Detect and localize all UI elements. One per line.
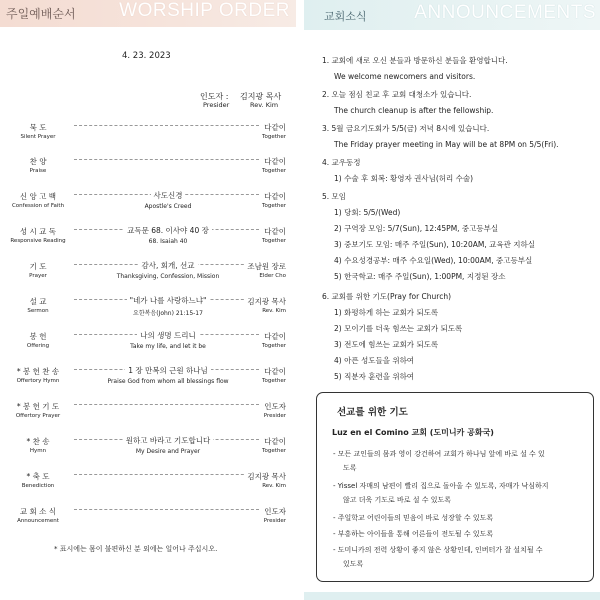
order-item bbox=[0, 122, 296, 152]
order-item-en: Praise bbox=[29, 168, 47, 174]
order-item-who-ko: 조남원 장로 bbox=[247, 262, 286, 271]
dotted-leader bbox=[74, 404, 259, 405]
mission-prayer-item: - Yissel 자매의 남편이 빨리 집으로 돌아올 수 있도록, 자매가 낙심하지 bbox=[333, 482, 549, 490]
order-item-ko: 신 앙 고 백 bbox=[19, 192, 57, 201]
order-item-who-ko: 인도자 bbox=[264, 507, 286, 516]
announcement-line: 2. 오늘 점심 친교 후 교회 대청소가 있습니다. bbox=[322, 90, 472, 99]
announcement-line: 6. 교회를 위한 기도(Pray for Church) bbox=[322, 292, 452, 301]
announcement-line: 4. 교우동정 bbox=[322, 158, 361, 167]
order-item-who-en: Together bbox=[262, 168, 286, 174]
announcement-line: 1) 화평하게 하는 교회가 되도록 bbox=[334, 308, 439, 317]
order-item-en: Sermon bbox=[27, 308, 49, 314]
order-item-content-ko: 나의 생명 드리니 bbox=[137, 331, 198, 340]
order-item-content-en: 요한복음(John) 21:15-17 bbox=[133, 310, 203, 317]
announcement-line: 3) 중보기도 모임: 매주 주일(Sun), 10:20AM, 교육관 지하실 bbox=[334, 240, 535, 249]
order-item-en: Prayer bbox=[29, 273, 47, 279]
order-item-who-ko: 다같이 bbox=[264, 437, 286, 446]
announcement-line: 1) 당회: 5/5/(Wed) bbox=[334, 208, 401, 217]
announcements-header bbox=[304, 0, 600, 30]
order-item-who-en: Rev. Kim bbox=[262, 483, 286, 489]
order-item-ko: 설 교 bbox=[29, 297, 47, 306]
dotted-leader bbox=[74, 159, 259, 160]
announcement-line: 1. 교회에 새로 오신 분들과 방문하신 분들을 환영합니다. bbox=[322, 56, 508, 65]
order-item-who-ko: 김지광 목사 bbox=[247, 472, 286, 481]
announcement-line: 3) 전도에 힘쓰는 교회가 되도록 bbox=[334, 340, 439, 349]
order-item-ko: 교 회 소 식 bbox=[19, 507, 57, 516]
order-item-who-en: Together bbox=[262, 134, 286, 140]
order-item-en: Confession of Faith bbox=[11, 203, 65, 209]
order-item bbox=[0, 331, 296, 361]
mission-prayer-item: - 주일학교 어린이들의 믿음이 바로 성장할 수 있도록 bbox=[333, 514, 494, 522]
order-item-content-ko: "네가 나를 사랑하느냐" bbox=[127, 296, 210, 305]
announcement-line: 1) 수술 후 회복: 황영자 권사님(허리 수술) bbox=[334, 174, 474, 183]
order-item bbox=[0, 436, 296, 466]
leader-name-en: Rev. Kim bbox=[250, 101, 279, 109]
order-item-content-ko: 1 장 만복의 근원 하나님 bbox=[125, 366, 211, 375]
order-item-en: Hymn bbox=[29, 448, 47, 454]
announcement-line: 4) 아픈 성도들을 위하여 bbox=[334, 356, 415, 365]
order-item-who-en: Together bbox=[262, 238, 286, 244]
order-item bbox=[0, 401, 296, 431]
order-item-who-ko: 다같이 bbox=[264, 123, 286, 132]
standing-footnote: * 표시에는 몸이 불편하신 분 외에는 일어나 주십시오. bbox=[54, 545, 218, 553]
announcement-line: We welcome newcomers and visitors. bbox=[334, 72, 476, 81]
order-item-en: Offertory Hymn bbox=[16, 378, 60, 384]
order-item-who-ko: 인도자 bbox=[264, 402, 286, 411]
order-item-who-en: Presider bbox=[263, 518, 286, 524]
order-item-en: Silent Prayer bbox=[20, 134, 56, 140]
announcements-page bbox=[304, 0, 600, 600]
order-item-who-ko: 다같이 bbox=[264, 367, 286, 376]
announcement-line: 3. 5월 금요기도회가 5/5(금) 저녁 8시에 있습니다. bbox=[322, 124, 490, 133]
order-item-who-en: Presider bbox=[263, 413, 286, 419]
order-item-content-ko: 교독문 68. 이사야 40 장 bbox=[124, 226, 212, 235]
order-item-content-en: Thanksgiving, Confession, Mission bbox=[116, 273, 220, 280]
order-item-ko: 찬 양 bbox=[29, 157, 47, 166]
order-item-content-en: My Desire and Prayer bbox=[135, 448, 201, 455]
order-item-who-en: Rev. Kim bbox=[262, 308, 286, 314]
announcements-title-en: ANNOUNCEMENTS bbox=[414, 2, 596, 23]
order-item-en: Benediction bbox=[21, 483, 55, 489]
mission-prayer-item: - 부흥하는 아이들을 통해 어른들이 전도될 수 있도록 bbox=[333, 530, 494, 538]
mission-prayer-title: 선교를 위한 기도 bbox=[337, 407, 408, 418]
order-item-who-ko: 다같이 bbox=[264, 227, 286, 236]
announcement-line: 5) 한국학교: 매주 주일(Sun), 1:00PM, 지정된 장소 bbox=[334, 272, 506, 281]
order-item bbox=[0, 156, 296, 186]
order-item-ko: * 찬 송 bbox=[26, 437, 50, 446]
order-item-content-ko: 원하고 바라고 기도합니다 bbox=[123, 436, 213, 445]
order-item-ko: * 봉 헌 기 도 bbox=[16, 402, 60, 411]
mission-prayer-box bbox=[316, 392, 594, 582]
dotted-leader bbox=[74, 474, 259, 475]
order-item-en: Announcement bbox=[17, 518, 59, 524]
order-item-content-en: 68. Isaiah 40 bbox=[148, 238, 188, 245]
order-item-who-ko: 다같이 bbox=[264, 192, 286, 201]
dotted-leader bbox=[74, 125, 259, 126]
order-item-ko: * 축 도 bbox=[26, 472, 50, 481]
order-item-ko: 봉 헌 bbox=[29, 332, 47, 341]
order-item-en: Offertory Prayer bbox=[15, 413, 61, 419]
order-item-who-ko: 다같이 bbox=[264, 332, 286, 341]
order-item bbox=[0, 506, 296, 536]
order-item-content-ko: 사도신경 bbox=[151, 191, 186, 200]
announcement-line: 2) 구역장 모임: 5/7(Sun), 12:45PM, 중고등부실 bbox=[334, 224, 499, 233]
announcement-line: 4) 수요성경공부: 매주 수요일(Wed), 10:00AM, 중고등부실 bbox=[334, 256, 533, 265]
leader-label-ko: 인도자 : bbox=[200, 92, 229, 101]
order-item-who-ko: 다같이 bbox=[264, 157, 286, 166]
announcement-line: 2) 모이기를 더욱 힘쓰는 교회가 되도록 bbox=[334, 324, 463, 333]
leader-label-en: Presider bbox=[203, 101, 230, 109]
mission-prayer-item: 있도록 bbox=[343, 560, 364, 568]
order-item-who-en: Together bbox=[262, 203, 286, 209]
order-item-ko: * 봉 헌 찬 송 bbox=[16, 367, 60, 376]
announcement-line: The Friday prayer meeting in May will be at 8PM on 5/5(Fri). bbox=[334, 140, 559, 149]
mission-prayer-item: - 모든 교인들의 몸과 영이 강건하여 교회가 하나님 앞에 바로 설 수 있 bbox=[333, 450, 545, 458]
worship-order-title-en: WORSHIP ORDER bbox=[119, 0, 290, 21]
order-item bbox=[0, 191, 296, 221]
worship-order-title-ko: 주일예배순서 bbox=[6, 7, 76, 21]
order-item-content-en: Apostle's Creed bbox=[144, 203, 192, 210]
order-item-who-en: Together bbox=[262, 448, 286, 454]
order-item-ko: 기 도 bbox=[29, 262, 47, 271]
mission-prayer-item: 않고 더욱 기도로 바로 설 수 있도록 bbox=[343, 496, 452, 504]
announcement-line: 5. 모임 bbox=[322, 192, 347, 201]
order-item bbox=[0, 296, 296, 326]
mission-prayer-item: 도록 bbox=[343, 464, 357, 472]
leader-name-ko: 김지광 목사 bbox=[240, 92, 282, 101]
order-item-ko: 묵 도 bbox=[29, 123, 47, 132]
page-bottom-band bbox=[304, 592, 600, 600]
service-date: 4. 23. 2023 bbox=[122, 51, 171, 61]
order-item-content-ko: 감사, 회개, 선교 bbox=[138, 261, 197, 270]
order-item-who-en: Together bbox=[262, 378, 286, 384]
order-item-who-en: Elder Cho bbox=[259, 273, 286, 279]
order-item-who-ko: 김지광 목사 bbox=[247, 297, 286, 306]
mission-prayer-item: - 도미니카의 전력 상황이 좋지 않은 상황인데, 인버터가 잘 설치될 수 bbox=[333, 546, 543, 554]
announcement-line: 5) 직분자 훈련을 위하여 bbox=[334, 372, 415, 381]
order-item-content-en: Take my life, and let it be bbox=[130, 343, 206, 350]
order-item bbox=[0, 226, 296, 256]
dotted-leader bbox=[74, 509, 259, 510]
announcements-title-ko: 교회소식 bbox=[324, 10, 367, 23]
order-item bbox=[0, 366, 296, 396]
announcement-line: The church cleanup is after the fellowship. bbox=[334, 106, 494, 115]
order-item-en: Responsive Reading bbox=[10, 238, 66, 244]
order-item bbox=[0, 261, 296, 291]
worship-order-header bbox=[0, 0, 296, 27]
order-item-content-en: Praise God from whom all blessings flow bbox=[107, 378, 229, 385]
order-item-en: Offering bbox=[26, 343, 50, 349]
mission-church-name: Luz en el Comino 교회 (도미니카 공화국) bbox=[332, 428, 494, 437]
order-item bbox=[0, 471, 296, 501]
order-item-ko: 성 시 교 독 bbox=[19, 227, 57, 236]
worship-order-page bbox=[0, 0, 296, 600]
order-item-who-en: Together bbox=[262, 343, 286, 349]
